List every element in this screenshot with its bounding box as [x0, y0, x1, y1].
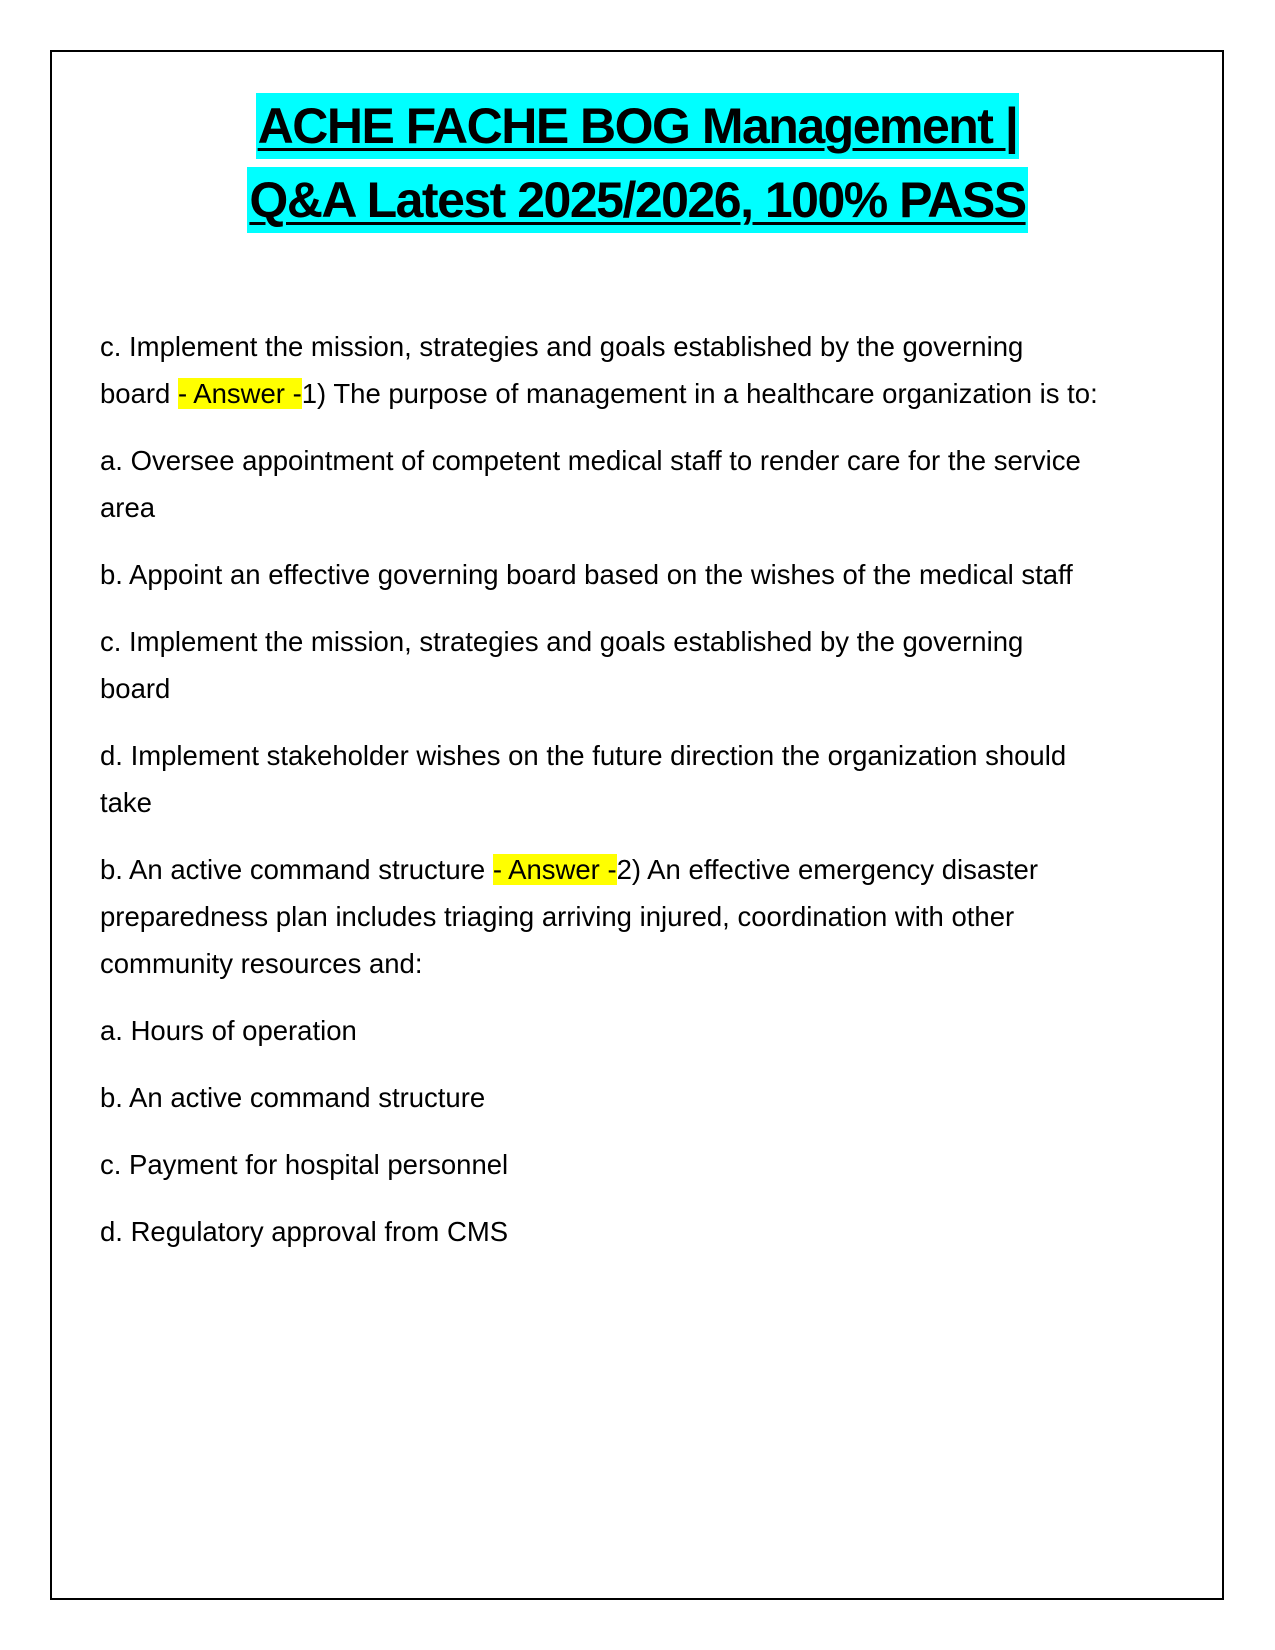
question-text: 2) An effective emergency disaster preparedness plan includes triaging arriving injured, coordination with other community resources and: [100, 854, 1038, 979]
answer-question-1 [100, 323, 1100, 417]
option-item: d. Implement stakeholder wishes on the future direction the organization should take [100, 740, 1067, 818]
answer-text: c. Implement the mission, strategies and goals established by the governing board [100, 331, 1024, 409]
option-item: c. Payment for hospital personnel [100, 1149, 509, 1180]
document-title [0, 93, 1275, 233]
answer-text: b. An active command structure [100, 854, 493, 885]
answer-marker: - Answer - [492, 854, 617, 885]
option-item: d. Regulatory approval from CMS [100, 1216, 509, 1247]
title-line-1: ACHE FACHE BOG Management | [256, 93, 1020, 159]
option-item: b. Appoint an effective governing board based on the wishes of the medical staff [100, 559, 1073, 590]
answer-marker: - Answer - [177, 378, 302, 409]
option-item: a. Oversee appointment of competent medical staff to render care for the service area [100, 445, 1081, 523]
qa-content [100, 323, 1100, 1275]
option-item: c. Implement the mission, strategies and goals established by the governing board [100, 626, 1024, 704]
question-text: 1) The purpose of management in a healthcare organization is to: [301, 378, 1098, 409]
option-item: a. Hours of operation [100, 1015, 357, 1046]
answer-question-2 [100, 846, 1100, 987]
option-item: b. An active command structure [100, 1082, 486, 1113]
title-line-2: Q&A Latest 2025/2026, 100% PASS [247, 167, 1027, 233]
